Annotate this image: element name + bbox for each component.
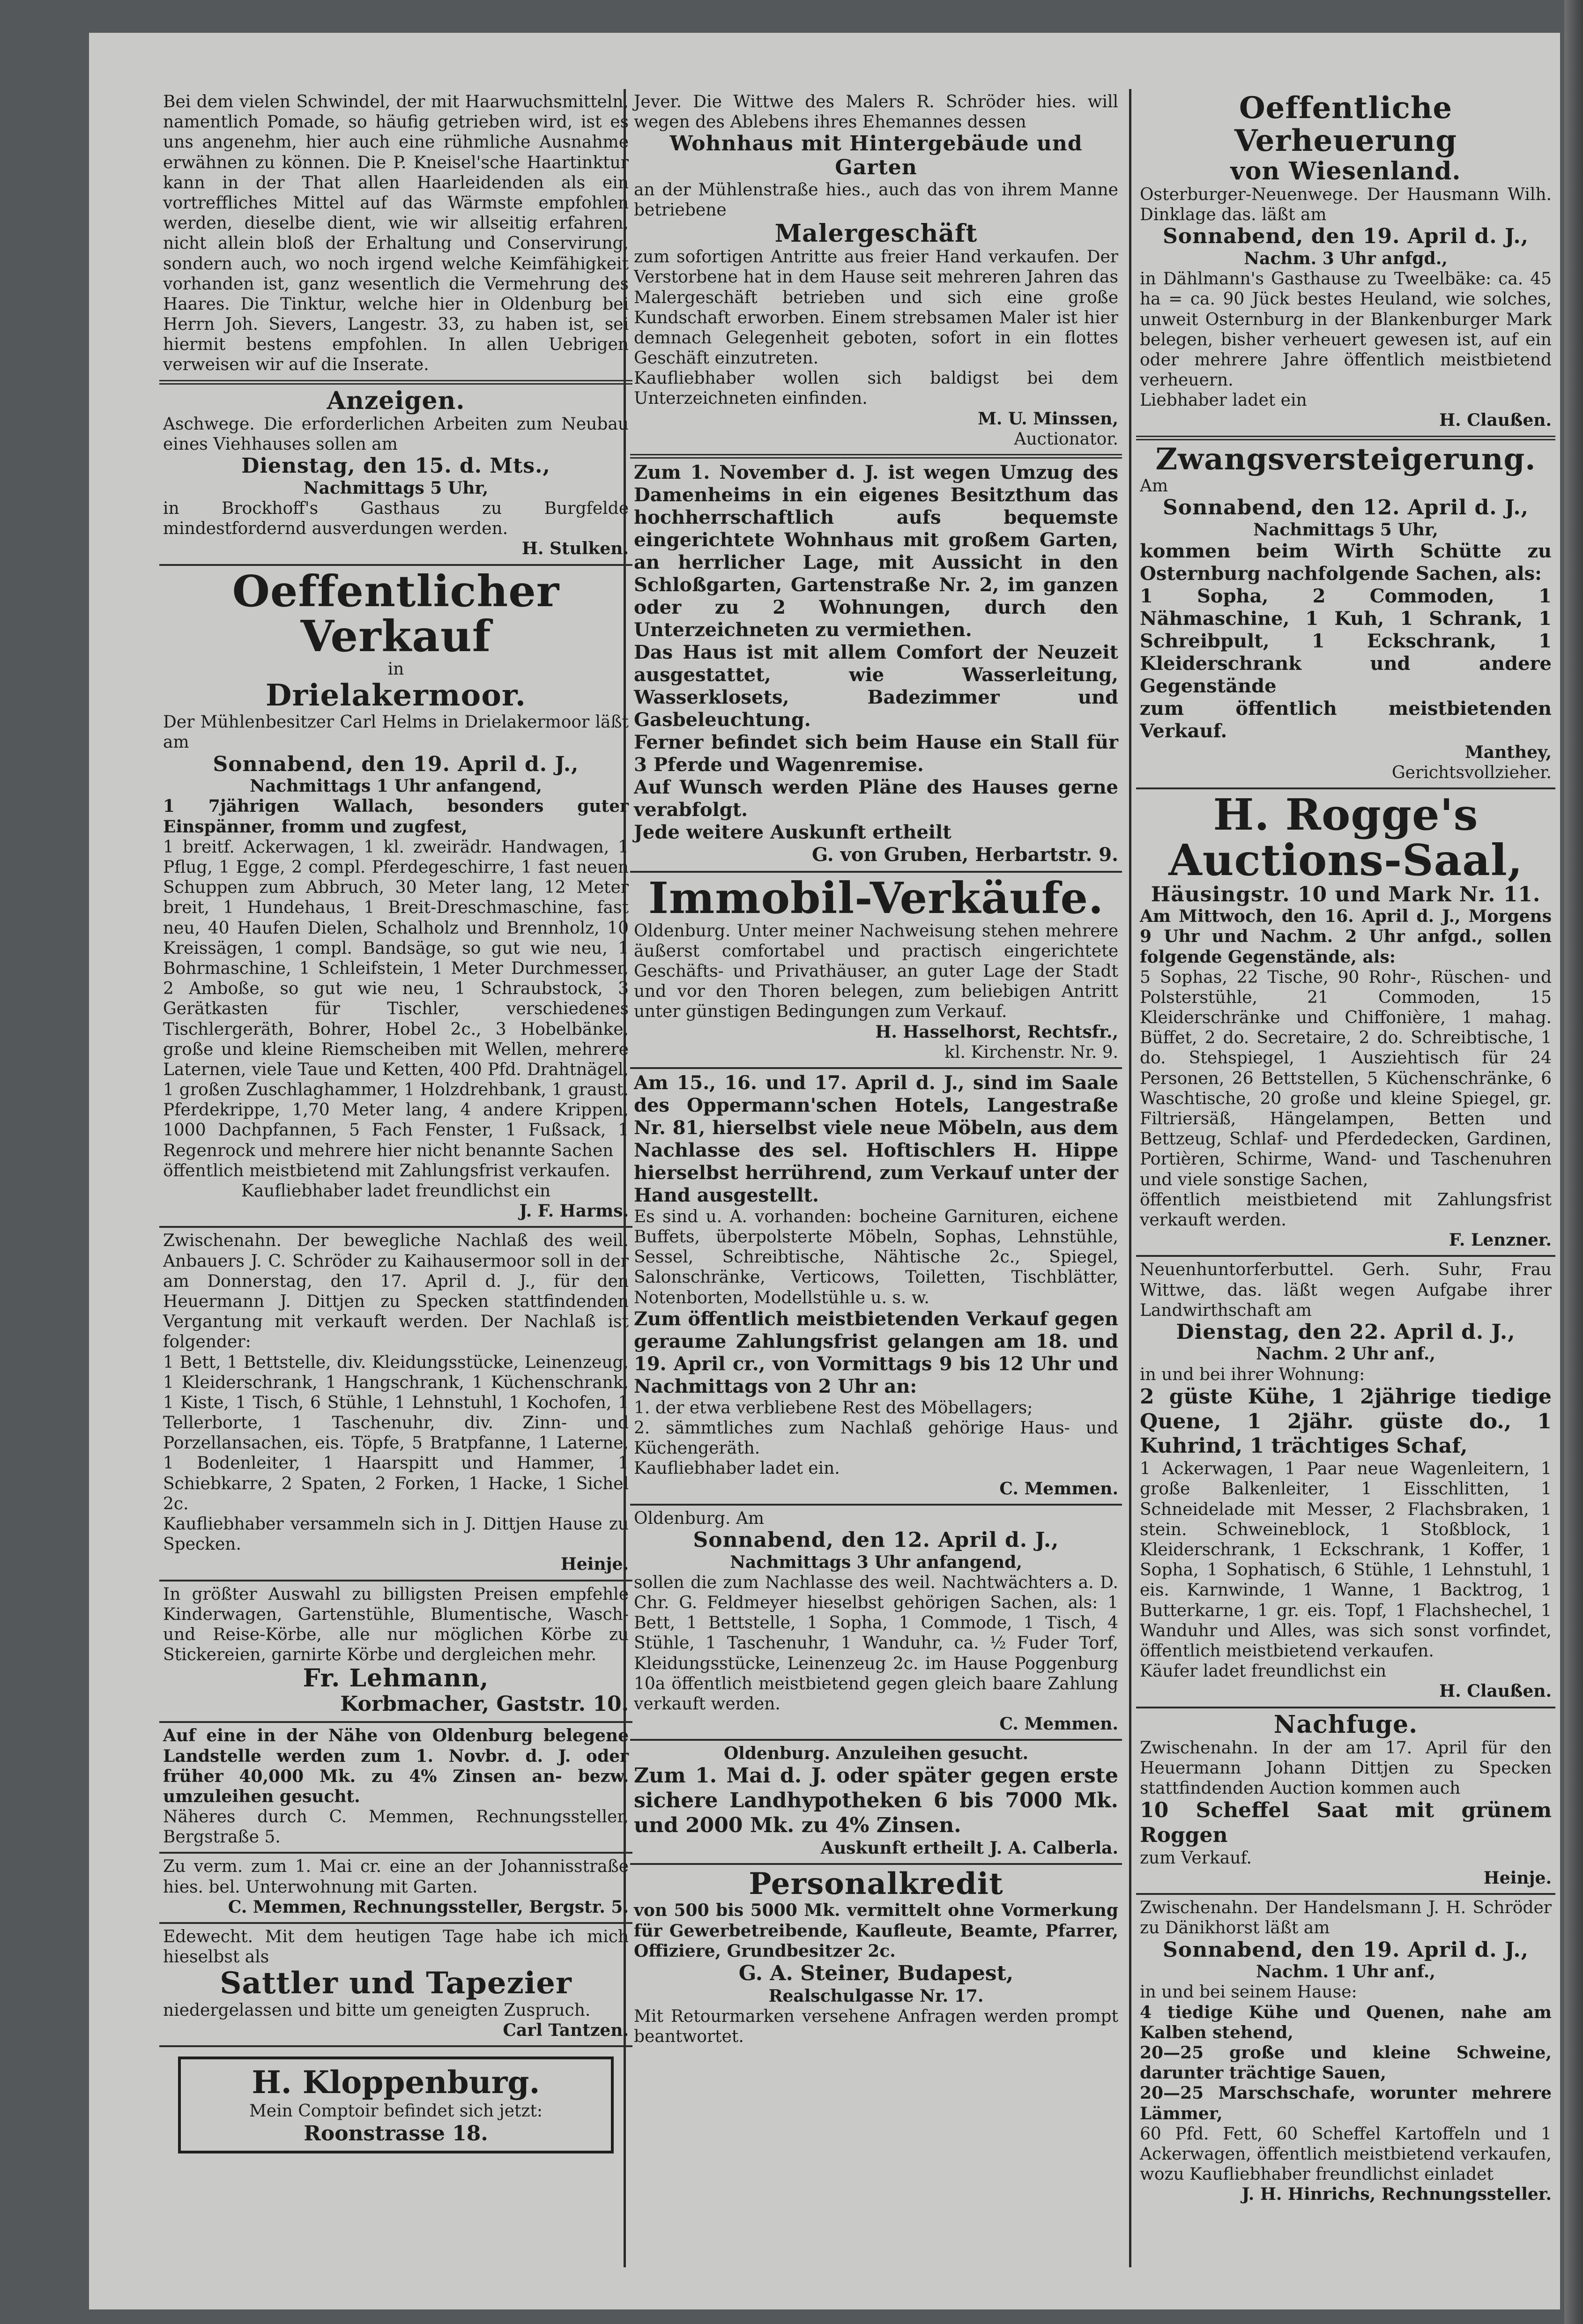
ad-text: Mit Retourmarken versehene Anfragen werden prompt beantwortet.: [634, 2006, 1118, 2047]
rogge-ad: [1136, 789, 1555, 1257]
ad-signature: Auskunft ertheilt J. A. Calberla.: [821, 1838, 1118, 1858]
zwangsversteigerung-ad: [1136, 440, 1555, 790]
ad-text: 1 Ackerwagen, 1 Paar neue Wagenleitern, 1 große Balkenleiter, 1 Eisschlitten, 1 Schneidelade mit Messer, 2 Flachsbraken, 1 stein. Schweineblock, 1 Stoßblock, 1 Kleiderschrank, 1 Eckschrank, 1 Koffer, 1 Sopha, 1 Sophatisch, 6 Stühle, 1 Lehnstuhl, 1 eis. Karnwinde, 1 Wanne, 1 Backtrog, 1 Butterkarne, 1 gr. eis. Topf, 1 Flachshechel, 1 Wanduhr und Alles, was sich sonst vorfindet, öffentlich meistbietend verkaufen.: [1140, 1459, 1552, 1661]
ad-text: in: [387, 659, 404, 679]
ad-signature: Carl Tantzen.: [503, 2020, 629, 2040]
ad-text: Kaufliebhaber ladet ein.: [634, 1459, 840, 1478]
ad-signature: H. Claußen.: [1439, 1681, 1552, 1701]
immobil-ad: [630, 873, 1122, 1069]
hinrichs-ad: [1136, 1895, 1555, 2209]
suhr-ad: [1136, 1257, 1555, 1708]
ad-text: Auf eine in der Nähe von Oldenburg belegene Landstelle werden zum 1. Novbr. d. J. oder früher 40,000 Mk. zu 4% Zinsen an- bezw. umzuleihen gesucht.: [163, 1726, 629, 1806]
haartinktur-article: [159, 89, 632, 385]
ad-date: Sonnabend, den 12. April d. J.,: [1163, 496, 1529, 520]
ad-text: Der Mühlenbesitzer Carl Helms in Drielakermoor läßt am: [163, 713, 629, 752]
ad-text: 1 Sopha, 2 Commoden, 1 Nähmaschine, 1 Kuh, 1 Schrank, 1 Schreibpult, 1 Eckschrank, 1 Kleiderschrank und andere Gegenstände: [1140, 585, 1552, 697]
ad-text: Näheres durch C. Memmen, Rechnungssteller, Bergstraße 5.: [163, 1807, 629, 1847]
ad-text: In größter Auswahl zu billigsten Preisen empfehle Kinderwagen, Gartenstühle, Blumentische, Wasch- und Reise-Körbe, alle nur möglichen Körbe zu Stickereien, garnirte Körbe und dergleichen mehr.: [163, 1584, 629, 1665]
landstelle-ad: [159, 1723, 632, 1854]
ad-text: an der Mühlenstraße hies., auch das von ihrem Manne betriebene: [634, 180, 1118, 220]
jever-ad: [630, 89, 1122, 459]
ad-date: Sonnabend, den 19. April d. J.,: [1163, 224, 1529, 249]
newspaper-page: [89, 33, 1560, 2309]
ad-address: Häusingstr. 10 und Mark Nr. 11.: [1151, 882, 1541, 906]
ad-text: Zum 1. Mai d. J. oder später gegen erste sichere Landhypotheken 6 bis 7000 Mk. und 2000 Mk. zu 4% Zinsen.: [634, 1764, 1118, 1838]
ad-text: Neuenhuntorferbuttel. Gerh. Suhr, Frau Wittwe, das. läßt wegen Aufgabe ihrer Landwirthschaft am: [1140, 1260, 1552, 1320]
ad-date: Sonnabend, den 19. April d. J.,: [213, 752, 579, 776]
column-rule: [1129, 89, 1131, 2267]
ad-signature: C. Memmen.: [999, 1714, 1118, 1734]
ad-title: Malergeschäft: [774, 219, 978, 248]
ad-time: Nachmittags 5 Uhr,: [303, 478, 489, 498]
damenheim-ad: [630, 459, 1122, 873]
ad-signature: C. Memmen.: [999, 1478, 1118, 1499]
ad-signature: G. von Gruben, Herbartstr. 9.: [812, 844, 1118, 866]
anzuleihen-ad: [630, 1741, 1122, 1865]
ad-text: Kaufliebhaber ladet freundlichst ein: [241, 1181, 551, 1201]
ad-text: öffentlich meistbietend mit Zahlungsfrist verkaufen.: [163, 1161, 610, 1181]
ad-time: Nachm. 1 Uhr anf.,: [1256, 1962, 1435, 1982]
ad-text: 1 7jährigen Wallach, besonders guter Einspänner, fromm und zugfest,: [163, 796, 629, 837]
ad-list-item: 1. der etwa verbliebene Rest des Möbellagers;: [634, 1398, 1033, 1418]
ad-text: Zum öffentlich meistbietenden Verkauf gegen geraume Zahlungsfrist gelangen am 18. und 19. April cr., von Vormittags 9 bis 12 Uhr und Nachmittags von 2 Uhr an:: [634, 1307, 1118, 1397]
ad-title: Immobil-Verkäufe.: [648, 873, 1104, 923]
ad-text: Liebhaber ladet ein: [1140, 391, 1307, 410]
ad-time: Nachmittags 3 Uhr anfangend,: [730, 1552, 1022, 1572]
ad-text: Zum 1. November d. J. ist wegen Umzug des Damenheims in ein eigenes Besitzthum das hochherrschaftlich aufs bequemste eingerichtete Wohnhaus mit großem Garten, an herrlicher Lage, mit Aussicht in den Schloßgarten, Gartenstraße Nr. 2, im ganzen oder zu 2 Wohnungen, durch den Unterzeichneten zu vermiethen.: [634, 461, 1118, 641]
ad-title: Sattler und Tapezier: [220, 1966, 572, 2001]
ad-signature: M. U. Minssen,: [978, 408, 1118, 429]
ad-text: 1 Bett, 1 Bettstelle, div. Kleidungsstücke, Leinenzeug, 1 Kleiderschrank, 1 Hangschrank, 1 Küchenschrank, 1 Kiste, 1 Tisch, 6 Stühle, 1 Lehnstuhl, 1 Kochofen, 1 Tellerborte, 1 Taschenuhr, div. Zinn- und Porzellansachen, eis. Töpfe, 5 Bratpfanne, 1 Laterne, 1 Bodenleiter, 1 Haarspitt und Hammer, 1 Schiebkarre, 2 Spaten, 2 Forken, 1 Hacke, 1 Sichel 2c.: [163, 1352, 629, 1514]
drielakermoor-ad: [159, 566, 632, 1228]
ad-signature-title: Auctionator.: [1014, 429, 1118, 449]
ad-text: Jede weitere Auskunft ertheilt: [634, 821, 951, 843]
ad-text: zum sofortigen Antritte aus freier Hand verkaufen. Der Verstorbene hat in dem Hause seit mehreren Jahren das Malergeschäft betrieben und sich eine große Kundschaft erworben. Einem strebsamen Maler ist hier demnach Gelegenheit geboten, sofort in ein flottes Geschäft einzutreten.: [634, 247, 1118, 368]
ad-date: Sonnabend, den 12. April d. J.,: [693, 1528, 1059, 1552]
vermieten-ad: [159, 1854, 632, 1924]
ad-title: H. Rogge's: [1213, 789, 1479, 840]
ad-text: in und bei ihrer Wohnung:: [1140, 1365, 1365, 1384]
column-2: [630, 89, 1122, 2281]
ad-text: Zwischenahn. Der bewegliche Nachlaß des weil. Anbauers J. C. Schröder zu Kaihausermoor soll in der am Donnerstag, den 17. April d. J., für den Heuermann J. Dittjen zu Specken stattfindenden Vergantung mit verkauft werden. Der Nachlaß ist folgender:: [163, 1231, 629, 1352]
ad-name: Fr. Lehmann,: [303, 1664, 489, 1693]
ad-subtitle: von Wiesenland.: [1230, 156, 1461, 186]
ad-list-item: 20—25 große und kleine Schweine, darunter trächtige Sauen,: [1140, 2042, 1552, 2083]
ad-text: 60 Pfd. Fett, 60 Scheffel Kartoffeln und 1 Ackerwagen, öffentlich meistbietend verkaufen, wozu Kaufliebhaber freundlichst einladet: [1140, 2124, 1552, 2184]
ad-text: 5 Sophas, 22 Tische, 90 Rohr-, Rüschen- und Polsterstühle, 21 Commoden, 15 Kleiderschränke und Chiffonière, 1 mahag. Büffet, 2 do. Secretaire, 2 do. Schreibtische, 1 do. Stehspiegel, 1 Ausziehtisch für 24 Personen, 26 Bettstellen, 5 Küchenschränke, 6 Waschtische, 20 große und kleine Spiegel, gr. Filtriersäß, Hängelampen, Betten und Bettzeug, Schlaf- und Pferdedecken, Gardinen, Portièren, Schirme, Wand- und Taschenuhren und viele sonstige Sachen,: [1140, 967, 1552, 1189]
ad-place: Drielakermoor.: [265, 677, 527, 713]
ad-text: Käufer ladet freundlichst ein: [1140, 1662, 1387, 1681]
box-title: H. Kloppenburg.: [252, 2064, 540, 2101]
ad-text: Oldenburg. Unter meiner Nachweisung stehen mehrere äußerst comfortabel und practisch eingerichtete Geschäfts- und Privathäuser, an guter Lage der Stadt und vor den Thoren belegen, zum beliebigen Antritt unter günstigen Bedingungen zum Verkauf.: [634, 921, 1118, 1022]
box-address: Roonstrasse 18.: [304, 2121, 488, 2146]
ad-text: Zu verm. zum 1. Mai cr. eine an der Johannisstraße hies. bel. Unterwohnung mit Garten.: [163, 1857, 629, 1897]
ad-text: sollen die zum Nachlasse des weil. Nachtwächters a. D. Chr. G. Feldmeyer hieselbst gehörigen Sachen, als: 1 Bett, 1 Bettstelle, 1 Sopha, 1 Commode, 1 Tisch, 4 Stühle, 1 Taschenuhr, 1 Wanduhr, ca. ½ Fuder Torf, Kleidungsstücke, Leinenzeug 2c. im Hause Poggenburg 10a öffentlich meistbietend gegen gleich baare Zahlung verkauft werden.: [634, 1573, 1118, 1714]
ad-text: Am: [1140, 476, 1168, 496]
ad-text: Auf Wunsch werden Pläne des Hauses gerne verabfolgt.: [634, 776, 1118, 821]
ad-signature: H. Stulken.: [521, 539, 629, 559]
ad-title: Wohnhaus mit Hintergebäude und Garten: [669, 132, 1083, 179]
box-text: Mein Comptoir befindet sich jetzt:: [249, 2101, 543, 2121]
ad-list-item: 20—25 Marschschafe, worunter mehrere Lämmer,: [1140, 2083, 1552, 2124]
ad-time: Nachm. 2 Uhr anf.,: [1256, 1344, 1435, 1364]
column-3: [1136, 89, 1555, 2281]
ad-text: Jever. Die Wittwe des Malers R. Schröder hies. will wegen des Ablebens ihres Ehemannes dessen: [634, 92, 1118, 132]
ad-text: Am 15., 16. und 17. April d. J., sind im Saale des Oppermann'schen Hotels, Langestraße Nr. 81, hierselbst viele neue Möbeln, aus dem Nachlasse des sel. Hoftischlers H. Hippe hierselbst herrührend, zum Verkauf unter der Hand ausgestellt.: [634, 1071, 1118, 1206]
edewecht-ad: [159, 1924, 632, 2047]
ad-address: Realschulgasse Nr. 17.: [768, 1986, 984, 2006]
ad-date: Dienstag, den 22. April d. J.,: [1176, 1320, 1516, 1344]
verheuerung-ad: [1136, 89, 1555, 440]
ad-signature: J. H. Hinrichs, Rechnungssteller.: [1241, 2184, 1552, 2205]
ad-title: Nachfuge.: [1273, 1710, 1418, 1739]
ad-signature: Heinje.: [1483, 1868, 1552, 1888]
ad-text: kommen beim Wirth Schütte zu Osternburg nachfolgende Sachen, als:: [1140, 540, 1552, 585]
ad-text: Ferner befindet sich beim Hause ein Stall für 3 Pferde und Wagenremise.: [634, 731, 1118, 776]
ad-text: Das Haus ist mit allem Comfort der Neuzeit ausgestattet, wie Wasserleitung, Wasserklosets, Badezimmer und Gasbeleuchtung.: [634, 641, 1118, 731]
ad-text: niedergelassen und bitte um geneigten Zuspruch.: [163, 2000, 591, 2020]
lehmann-ad: [159, 1582, 632, 1723]
ad-list-item: 4 tiedige Kühe und Quenen, nahe am Kalben stehend,: [1140, 2002, 1552, 2042]
ad-signature: H. Claußen.: [1439, 410, 1552, 431]
ad-text: zum Verkauf.: [1140, 1848, 1252, 1868]
article-text: Bei dem vielen Schwindel, der mit Haarwuchsmitteln, namentlich Pomade, so häufig getrieben wird, ist es uns angenehm, hier auch eine rühmliche Ausnahme erwähnen zu können. Die P. Kneisel'sche Haartinktur kann in der That allen Haarleidenden als ein vortreffliches Mittel auf das Wärmste empfohlen werden, dieselbe dient, wie wir allseitig erfahren, nicht allein bloß der Erhaltung und Conservirung, sondern auch, wo noch irgend welche Keimfähigkeit vorhanden ist, ganz wesentlich die Vermehrung des Haares. Die Tinktur, welche hier in Oldenburg bei Herrn Joh. Sievers, Langestr. 33, zu haben ist, sei hiermit bestens empfohlen. In allen Uebrigen verweisen wir auf die Inserate.: [163, 92, 629, 375]
ad-text: Zwischenahn. In der am 17. April für den Heuermann Johann Dittjen zu Specken stattfindenden Auction kommen auch: [1140, 1738, 1552, 1798]
ad-text: Aschwege. Die erforderlichen Arbeiten zum Neubau eines Viehhauses sollen am: [163, 414, 629, 454]
ad-title: Oeffentliche Verheuerung: [1234, 90, 1457, 159]
ad-time: Nachmittags 1 Uhr anfangend,: [250, 776, 542, 796]
ad-date: Sonnabend, den 19. April d. J.,: [1163, 1938, 1529, 1962]
ad-signature: F. Lenzner.: [1449, 1230, 1552, 1250]
ad-text: Edewecht. Mit dem heutigen Tage habe ich mich hieselbst als: [163, 1927, 629, 1967]
ad-text: 2 güste Kühe, 1 2jährige tiedige Quene, 1 2jähr. güste do., 1 Kuhrind, 1 trächtiges Schaf,: [1140, 1384, 1552, 1458]
ad-text: Osterburger-Neuenwege. Der Hausmann Wilh. Dinklage das. läßt am: [1140, 185, 1552, 225]
ad-time: Nachmittags 5 Uhr,: [1253, 520, 1438, 540]
ad-text: Kaufliebhaber versammeln sich in J. Dittjen Hause zu Specken.: [163, 1515, 629, 1554]
ad-text: in Brockhoff's Gasthaus zu Burgfelde mindestfordernd ausverdungen werden.: [163, 498, 629, 539]
ad-text: Am Mittwoch, den 16. April d. J., Morgens 9 Uhr und Nachm. 2 Uhr anfgd., sollen folgende Gegenstände, als:: [1140, 906, 1552, 967]
ad-signature: G. A. Steiner, Budapest,: [738, 1961, 1014, 1985]
ad-list-item: 2. sämmtliches zum Nachlaß gehörige Haus- und Küchengeräth.: [634, 1418, 1118, 1458]
ad-signature: J. F. Harms.: [519, 1201, 629, 1221]
ad-text: von 500 bis 5000 Mk. vermittelt ohne Vormerkung für Gewerbetreibende, Kaufleute, Beamte, Pfarrer, Offiziere, Grundbesitzer 2c.: [634, 1901, 1118, 1961]
ad-date: Dienstag, den 15. d. Mts.,: [241, 454, 550, 478]
ad-text: 10 Scheffel Saat mit grünem Roggen: [1140, 1798, 1552, 1848]
ad-title: Zwangsversteigerung.: [1155, 441, 1536, 477]
page-spine: [1564, 0, 1583, 2324]
ad-signature: Manthey,: [1464, 742, 1552, 762]
ad-text: in und bei seinem Hause:: [1140, 1982, 1357, 2002]
aschwege-ad: [159, 385, 632, 566]
nachfuge-ad: [1136, 1708, 1555, 1895]
ad-signature: C. Memmen, Rechnungssteller, Bergstr. 5.: [228, 1897, 629, 1917]
column-1: [159, 89, 632, 2281]
hippe-ad: [630, 1069, 1122, 1506]
ad-signature-title: Gerichtsvollzieher.: [1391, 763, 1552, 783]
kloppenburg-box: [178, 2057, 614, 2153]
ad-title: Personalkredit: [749, 1866, 1003, 1902]
ad-text: 1 breitf. Ackerwagen, 1 kl. zweirädr. Handwagen, 1 Pflug, 1 Egge, 2 compl. Pferdegeschirre, 1 fast neuen Schuppen zum Abbruch, 30 Meter lang, 12 Meter breit, 1 Hundehaus, 1 Breit-Dreschmaschine, fast neu, 40 Haufen Dielen, Schalholz und Brennholz, 10 Kreissägen, 1 compl. Bandsäge, so gut wie neu, 1 Bohrmaschine, 1 Schleifstein, 1 Meter Durchmesser, 2 Amboße, so gut wie neu, 1 Schraubstock, 3 Gerätkasten für Tischler, verschiedenes Tischlergeräth, Bohrer, Hobel 2c., 3 Hobelbänke, große und kleine Riemscheiben mit Wellen, mehrere Laternen, viele Taue und Ketten, 400 Pfd. Drahtnägel, 1 großen Zuschlaghammer, 1 Holzdrehbank, 1 graust. Pferdekrippe, 1,70 Meter lang, 4 andere Krippen, 1000 Dachpfannen, 5 Fach Fenster, 1 Fußsack, 1 Regenrock und mehrere hier nicht benannte Sachen: [163, 837, 629, 1160]
ad-title: Auctions-Saal,: [1168, 834, 1523, 885]
personalkredit-ad: [630, 1865, 1122, 2051]
ad-text: Kaufliebhaber wollen sich baldigst bei dem Unterzeichneten einfinden.: [634, 369, 1118, 408]
ad-time: Nachm. 3 Uhr anfgd.,: [1244, 248, 1448, 268]
ad-title: Oeffentlicher Verkauf: [232, 565, 560, 662]
zwischenahn-ad: [159, 1228, 632, 1581]
ad-signature: Heinje.: [560, 1554, 629, 1574]
ad-text: in Dählmann's Gasthause zu Tweelbäke: ca. 45 ha = ca. 90 Jück bestes Heuland, wie solches, unweit Osternburg in der Blankenburger Mark belegen, bisher verheuert gewesen ist, auf ein oder mehrere Jahre öffentlich meistbietend verheuern.: [1140, 269, 1552, 390]
ad-text: öffentlich meistbietend mit Zahlungsfrist verkauft werden.: [1140, 1190, 1552, 1230]
ad-heading: Oldenburg. Anzuleihen gesucht.: [723, 1744, 1029, 1764]
ad-address: Korbmacher, Gaststr. 10.: [340, 1692, 629, 1716]
ad-text: Zwischenahn. Der Handelsmann J. H. Schröder zu Dänikhorst läßt am: [1140, 1898, 1552, 1938]
ad-text: Es sind u. A. vorhanden: bocheine Garnituren, eichene Buffets, überpolsterte Möbeln, Sophas, Lehnstühle, Sessel, Schreibtische, Nähtische 2c., Spiegel, Salonschränke, Verticows, Toiletten, Tischblätter, Notenborten, Modellstühle u. s. w.: [634, 1207, 1118, 1307]
ad-text: zum öffentlich meistbietenden Verkauf.: [1140, 697, 1552, 742]
ad-signature: H. Hasselhorst, Rechtsfr.,: [875, 1022, 1118, 1042]
ad-text: Oldenburg. Am: [634, 1508, 765, 1528]
ad-address: kl. Kirchenstr. Nr. 9.: [944, 1042, 1118, 1062]
feldmeyer-ad: [630, 1506, 1122, 1741]
section-heading: Anzeigen.: [327, 386, 465, 415]
